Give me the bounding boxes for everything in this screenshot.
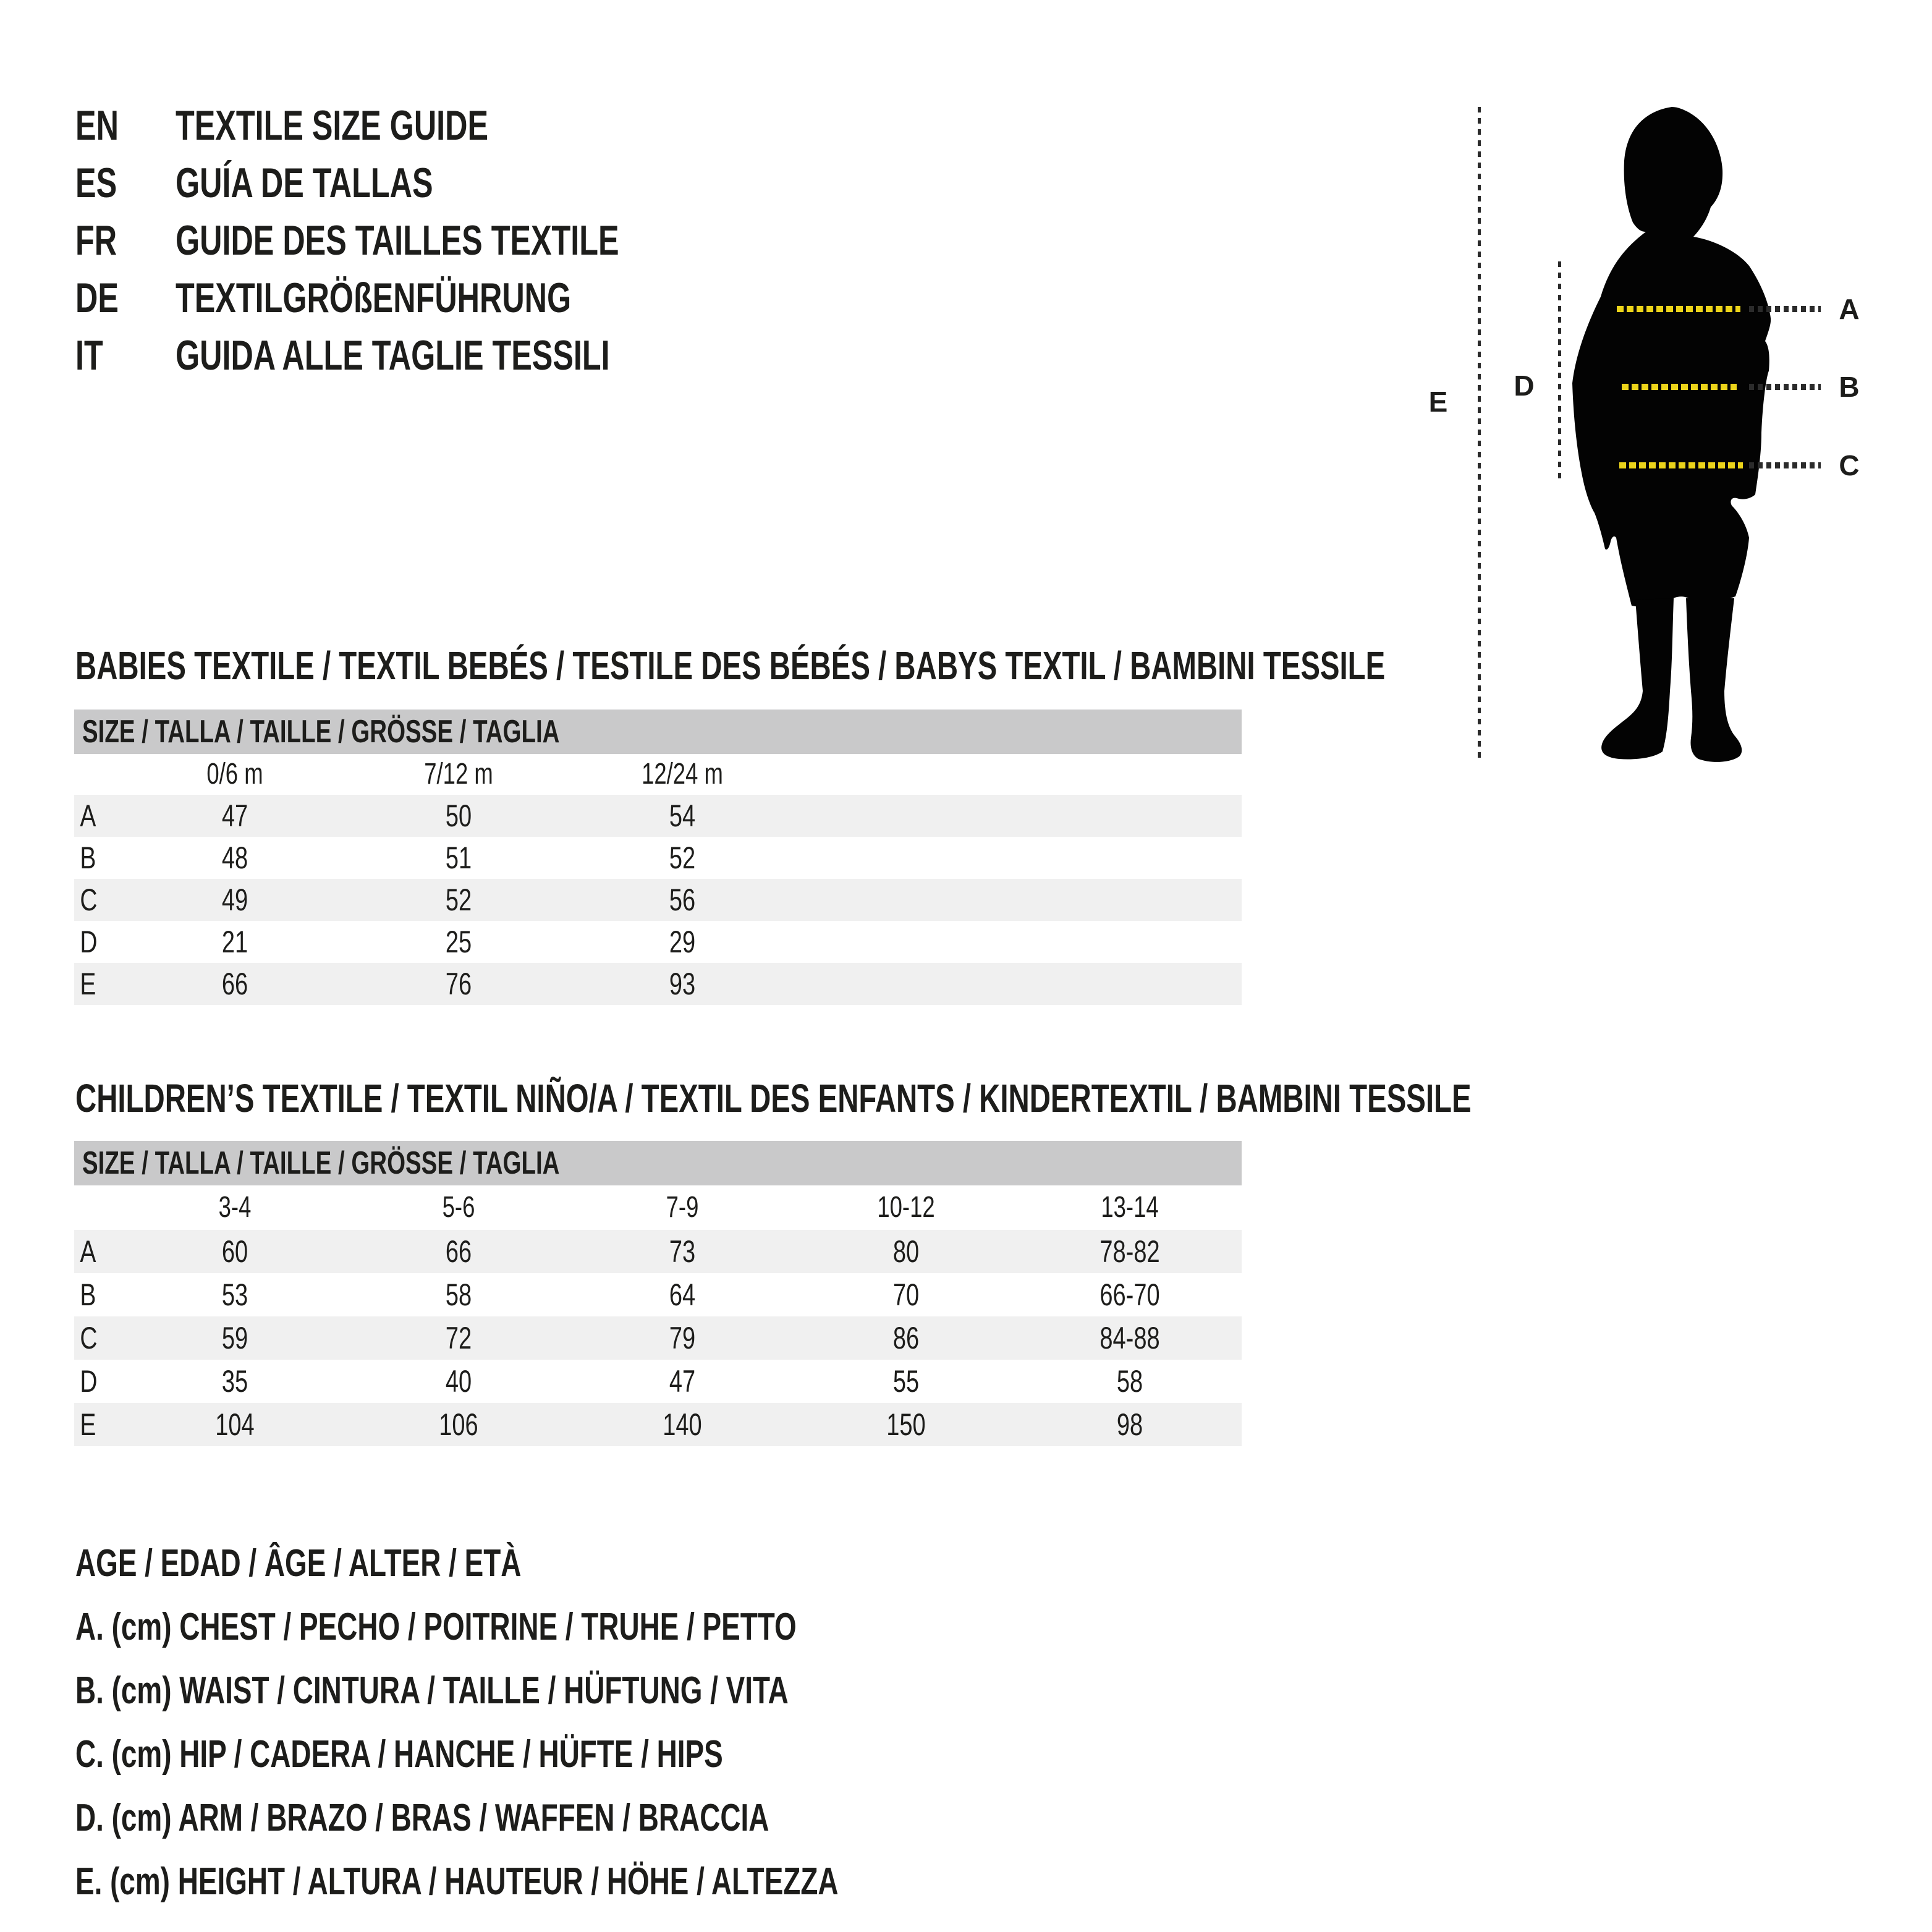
row-label: E xyxy=(80,967,96,1001)
hip-measure-dash-line xyxy=(1619,462,1743,468)
value-cell: 66 xyxy=(221,967,248,1001)
waist-measure-dash-line xyxy=(1622,384,1737,390)
column-header: 7-9 xyxy=(666,1191,699,1224)
value-cell: 58 xyxy=(445,1277,472,1312)
table-row xyxy=(74,963,1242,1005)
measure-label-chest: A xyxy=(1839,293,1860,325)
size-header-label: SIZE / TALLA / TAILLE / GRÖSSE / TAGLIA xyxy=(82,714,560,750)
waist-leader-dash-line xyxy=(1749,384,1821,390)
babies-size-table xyxy=(74,710,1242,1005)
legend-line xyxy=(75,1595,1106,1659)
legend-line-text: A. (cm) CHEST / PECHO / POITRINE / TRUHE / PETTO xyxy=(75,1606,797,1648)
measure-label-waist: B xyxy=(1839,371,1860,403)
language-row xyxy=(75,326,775,384)
column-header-row xyxy=(74,1185,1242,1230)
table-row xyxy=(74,1403,1242,1446)
value-cell: 60 xyxy=(221,1234,248,1269)
measurement-legend xyxy=(75,1532,1106,1913)
language-row xyxy=(75,154,775,211)
value-cell: 47 xyxy=(669,1364,696,1399)
value-cell: 98 xyxy=(1116,1407,1143,1442)
table-row xyxy=(74,879,1242,921)
column-header: 10-12 xyxy=(877,1191,935,1224)
measure-label-hip: C xyxy=(1839,449,1860,481)
column-header: 0/6 m xyxy=(206,758,263,790)
row-label: D xyxy=(80,925,98,959)
row-label: D xyxy=(80,1364,98,1399)
row-label: C xyxy=(80,1321,98,1355)
language-row xyxy=(75,96,775,154)
language-title: TEXTILGRÖßENFÜHRUNG xyxy=(176,274,572,321)
children-section-title: CHILDREN’S TEXTILE / TEXTIL NIÑO/A / TEXTIL DES ENFANTS / KINDERTEXTIL / BAMBINI TESSILE xyxy=(75,1076,1472,1121)
legend-line-text: E. (cm) HEIGHT / ALTURA / HAUTEUR / HÖHE / ALTEZZA xyxy=(75,1860,839,1903)
legend-line xyxy=(75,1659,1106,1722)
legend-line-text: D. (cm) ARM / BRAZO / BRAS / WAFFEN / BRACCIA xyxy=(75,1797,769,1839)
value-cell: 106 xyxy=(439,1407,478,1442)
value-cell: 66-70 xyxy=(1099,1277,1160,1312)
value-cell: 29 xyxy=(669,925,696,959)
value-cell: 49 xyxy=(221,883,248,917)
babies-section-title: BABIES TEXTILE / TEXTIL BEBÉS / TESTILE DES BÉBÉS / BABYS TEXTIL / BAMBINI TESSILE xyxy=(75,643,1386,688)
value-cell: 72 xyxy=(445,1321,472,1355)
size-header-bar xyxy=(74,710,1242,754)
value-cell: 52 xyxy=(669,841,696,875)
value-cell: 66 xyxy=(445,1234,472,1269)
value-cell: 80 xyxy=(892,1234,920,1269)
table-row xyxy=(74,795,1242,837)
language-title: TEXTILE SIZE GUIDE xyxy=(176,101,489,149)
row-label: B xyxy=(80,1277,96,1312)
chest-leader-dash-line xyxy=(1749,306,1821,312)
value-cell: 48 xyxy=(221,841,248,875)
value-cell: 59 xyxy=(221,1321,248,1355)
value-cell: 84-88 xyxy=(1099,1321,1160,1355)
column-header: 12/24 m xyxy=(642,758,723,790)
value-cell: 76 xyxy=(445,967,472,1001)
value-cell: 70 xyxy=(892,1277,920,1312)
value-cell: 64 xyxy=(669,1277,696,1312)
table-row xyxy=(74,1230,1242,1273)
language-row xyxy=(75,269,775,326)
table-row xyxy=(74,1360,1242,1403)
column-header: 7/12 m xyxy=(424,758,493,790)
value-cell: 140 xyxy=(663,1407,702,1442)
table-row xyxy=(74,921,1242,963)
size-header-label: SIZE / TALLA / TAILLE / GRÖSSE / TAGLIA xyxy=(82,1145,560,1181)
measure-label-height: E xyxy=(1428,386,1448,418)
value-cell: 53 xyxy=(221,1277,248,1312)
value-cell: 86 xyxy=(892,1321,920,1355)
measure-label-arm: D xyxy=(1514,370,1535,402)
column-header: 3-4 xyxy=(218,1191,252,1224)
child-silhouette-graphic xyxy=(1545,105,1799,766)
children-size-table xyxy=(74,1141,1242,1446)
legend-line xyxy=(75,1722,1106,1786)
value-cell: 54 xyxy=(669,799,696,833)
row-label: A xyxy=(80,799,96,833)
value-cell: 50 xyxy=(445,799,472,833)
row-label: A xyxy=(80,1234,96,1269)
legend-line xyxy=(75,1850,1106,1913)
value-cell: 78-82 xyxy=(1099,1234,1160,1269)
value-cell: 93 xyxy=(669,967,696,1001)
value-cell: 40 xyxy=(445,1364,472,1399)
column-header: 13-14 xyxy=(1101,1191,1159,1224)
language-code: FR xyxy=(75,216,117,264)
language-code: IT xyxy=(75,331,103,379)
table-row xyxy=(74,1316,1242,1360)
table-row xyxy=(74,1273,1242,1316)
value-cell: 52 xyxy=(445,883,472,917)
value-cell: 56 xyxy=(669,883,696,917)
legend-line-text: C. (cm) HIP / CADERA / HANCHE / HÜFTE / HIPS xyxy=(75,1733,723,1776)
value-cell: 25 xyxy=(445,925,472,959)
value-cell: 35 xyxy=(221,1364,248,1399)
value-cell: 150 xyxy=(886,1407,926,1442)
language-title: GUIDE DES TAILLES TEXTILE xyxy=(176,216,619,264)
value-cell: 73 xyxy=(669,1234,696,1269)
value-cell: 47 xyxy=(221,799,248,833)
language-title: GUÍA DE TALLAS xyxy=(176,159,433,206)
value-cell: 79 xyxy=(669,1321,696,1355)
value-cell: 55 xyxy=(892,1364,920,1399)
language-title: GUIDA ALLE TAGLIE TESSILI xyxy=(176,331,610,379)
row-label: C xyxy=(80,883,98,917)
height-measure-dotted-line xyxy=(1478,107,1481,763)
hip-leader-dash-line xyxy=(1749,462,1821,468)
value-cell: 58 xyxy=(1116,1364,1143,1399)
legend-line xyxy=(75,1786,1106,1850)
arm-measure-dotted-line xyxy=(1558,261,1561,482)
column-header-row xyxy=(74,754,1242,795)
legend-line xyxy=(75,1532,1106,1595)
value-cell: 21 xyxy=(221,925,248,959)
legend-line-text: B. (cm) WAIST / CINTURA / TAILLE / HÜFTUNG / VITA xyxy=(75,1669,789,1712)
row-label: E xyxy=(80,1407,96,1442)
language-code: ES xyxy=(75,159,117,206)
column-header: 5-6 xyxy=(442,1191,475,1224)
language-code: DE xyxy=(75,274,119,321)
value-cell: 104 xyxy=(215,1407,255,1442)
chest-measure-dash-line xyxy=(1617,306,1740,312)
language-code: EN xyxy=(75,101,119,149)
table-row xyxy=(74,837,1242,879)
row-label: B xyxy=(80,841,96,875)
language-row xyxy=(75,211,775,269)
value-cell: 51 xyxy=(445,841,472,875)
legend-line-text: AGE / EDAD / ÂGE / ALTER / ETÀ xyxy=(75,1542,522,1585)
size-header-bar xyxy=(74,1141,1242,1185)
language-list xyxy=(75,96,775,384)
